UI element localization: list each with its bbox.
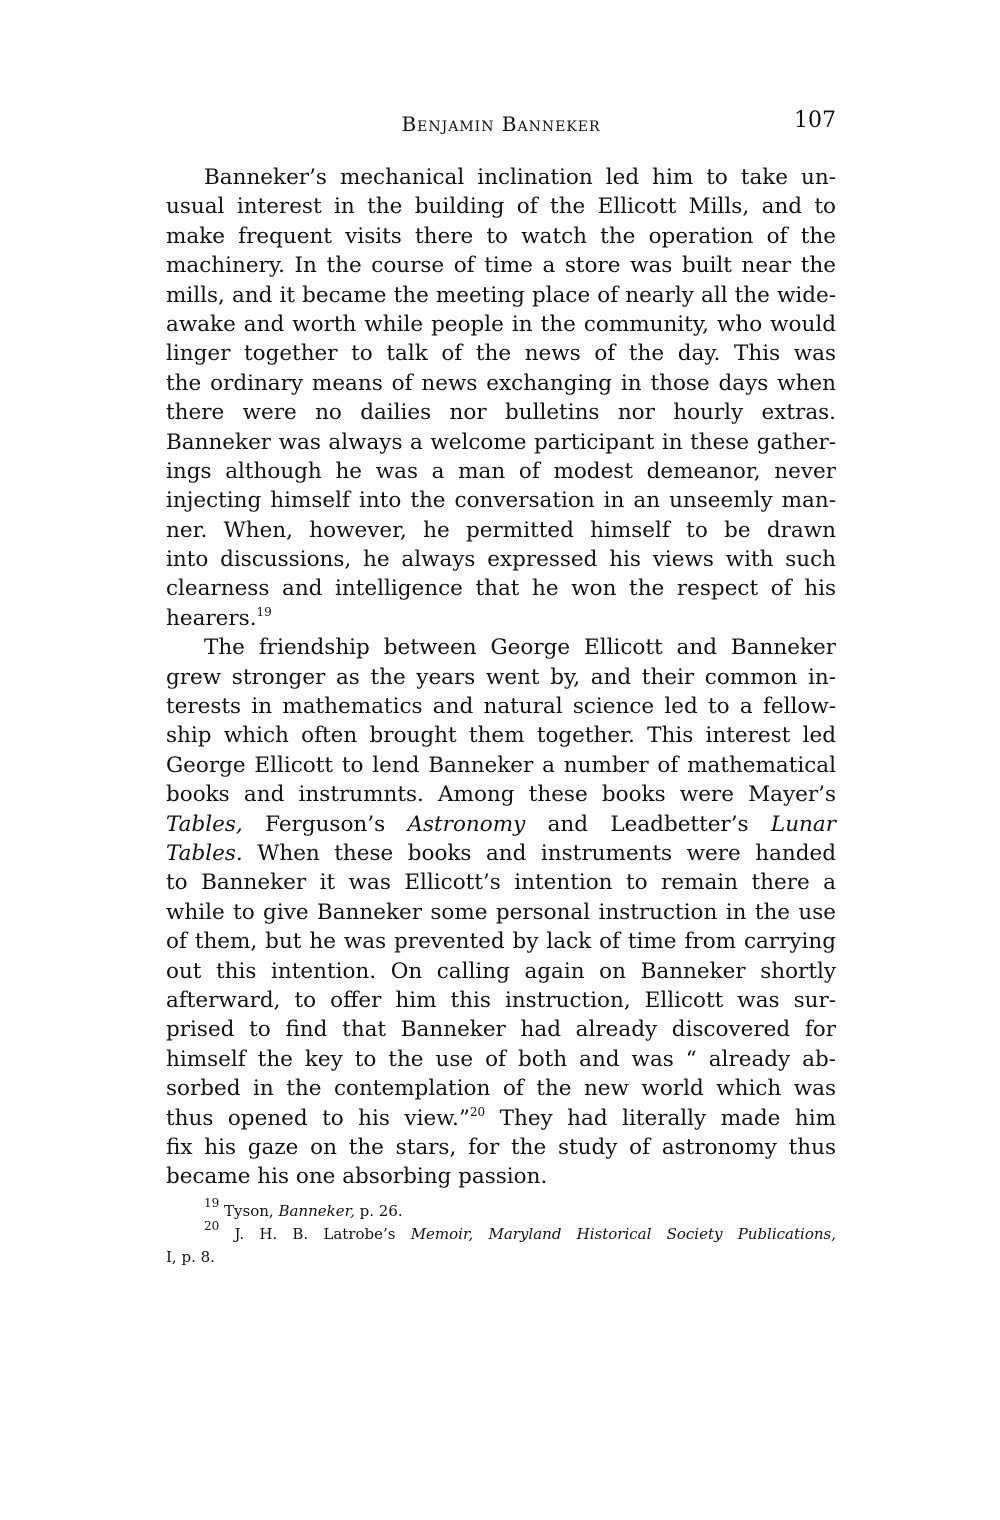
footnote-text: p. 26. bbox=[354, 1202, 403, 1220]
text-line: Banneker’s mechanical inclination led him to take un- bbox=[204, 165, 836, 190]
text-line: fix his gaze on the stars, for the study of astronomy thus bbox=[166, 1134, 836, 1160]
text-line: of them, but he was prevented by lack of time from carrying bbox=[166, 929, 836, 955]
text-line: ner. When, however, he permitted himself to be drawn bbox=[166, 517, 836, 543]
footnote-title: Memoir, Maryland Historical Society Publications, bbox=[410, 1225, 836, 1243]
footnote-20-continued: I, p. 8. bbox=[166, 1248, 215, 1266]
body-text bbox=[166, 163, 836, 1192]
footnote-title: Banneker, bbox=[278, 1202, 355, 1220]
text-fragment: and Leadbetter’s bbox=[525, 811, 771, 837]
footnote-ref-19: 19 bbox=[256, 604, 272, 619]
text-line: to Banneker it was Ellicott’s intention to remain there a bbox=[166, 870, 836, 896]
text-line: clearness and intelligence that he won the respect of his bbox=[166, 576, 836, 602]
text-line: The friendship between George Ellicott and Banneker bbox=[204, 635, 836, 661]
footnote-20 bbox=[166, 1219, 836, 1246]
italic-title: Lunar bbox=[770, 811, 836, 837]
running-head: Benjamin Banneker bbox=[401, 112, 601, 136]
italic-title: Tables. bbox=[166, 840, 243, 866]
footnote-ref-20: 20 bbox=[469, 1104, 486, 1119]
text-fragment: thus opened to his view.” bbox=[166, 1105, 470, 1131]
footnotes bbox=[166, 1196, 836, 1269]
footnote-marker: 19 bbox=[204, 1196, 220, 1210]
text-line: terests in mathematics and natural science led to a fellow- bbox=[166, 694, 836, 720]
text-line: afterward, to offer him this instruction, Ellicott was sur- bbox=[166, 987, 836, 1013]
text-line: George Ellicott to lend Banneker a number of mathematical bbox=[166, 752, 836, 778]
text-line: injecting himself into the conversation in an unseemly man- bbox=[166, 488, 836, 514]
text-line: out this intention. On calling again on Banneker shortly bbox=[166, 958, 836, 984]
text-line: books and instrumnts. Among these books were Mayer’s bbox=[166, 782, 836, 808]
italic-title: Astronomy bbox=[407, 811, 526, 837]
text-line: grew stronger as the years went by, and their common in- bbox=[166, 664, 836, 690]
text-line: while to give Banneker some personal instruction in the use bbox=[166, 899, 836, 925]
footnote-19 bbox=[166, 1196, 836, 1223]
text-line: the ordinary means of news exchanging in those days when bbox=[166, 370, 836, 396]
text-fragment: hearers. bbox=[166, 605, 257, 631]
text-line bbox=[166, 604, 836, 633]
footnote-marker: 20 bbox=[204, 1219, 220, 1233]
text-line: sorbed in the contemplation of the new world which was bbox=[166, 1076, 836, 1102]
footnote-text: Tyson, bbox=[219, 1202, 279, 1220]
text-fragment: They had literally made him bbox=[485, 1105, 836, 1131]
text-fragment: When these books and instruments were handed bbox=[242, 840, 836, 866]
italic-title: Tables, bbox=[166, 811, 243, 837]
text-line: into discussions, he always expressed his views with such bbox=[166, 547, 836, 573]
text-line bbox=[166, 839, 836, 868]
text-line: mills, and it became the meeting place of nearly all the wide- bbox=[166, 282, 836, 308]
page-number: 107 bbox=[794, 108, 836, 133]
page-header bbox=[166, 108, 836, 142]
text-line: there were no dailies nor bulletins nor hourly extras. bbox=[166, 400, 836, 426]
footnote-text: J. H. B. Latrobe’s bbox=[219, 1225, 411, 1243]
text-line: make frequent visits there to watch the operation of the bbox=[166, 223, 836, 249]
text-line bbox=[166, 810, 836, 839]
text-line: usual interest in the building of the Ellicott Mills, and to bbox=[166, 194, 836, 220]
text-line: ings although he was a man of modest demeanor, never bbox=[166, 458, 836, 484]
text-line: linger together to talk of the news of the day. This was bbox=[166, 341, 836, 367]
text-line: Banneker was always a welcome participant in these gather- bbox=[166, 429, 836, 455]
text-line: ship which often brought them together. This interest led bbox=[166, 723, 836, 749]
text-fragment: Ferguson’s bbox=[242, 811, 408, 837]
text-line: machinery. In the course of time a store was built near the bbox=[166, 253, 836, 279]
text-line: prised to find that Banneker had already discovered for bbox=[166, 1017, 836, 1043]
text-line: awake and worth while people in the community, who would bbox=[166, 311, 836, 337]
text-line bbox=[166, 1104, 836, 1133]
text-line: became his one absorbing passion. bbox=[166, 1164, 548, 1190]
text-line: himself the key to the use of both and was “ already ab- bbox=[166, 1046, 836, 1072]
